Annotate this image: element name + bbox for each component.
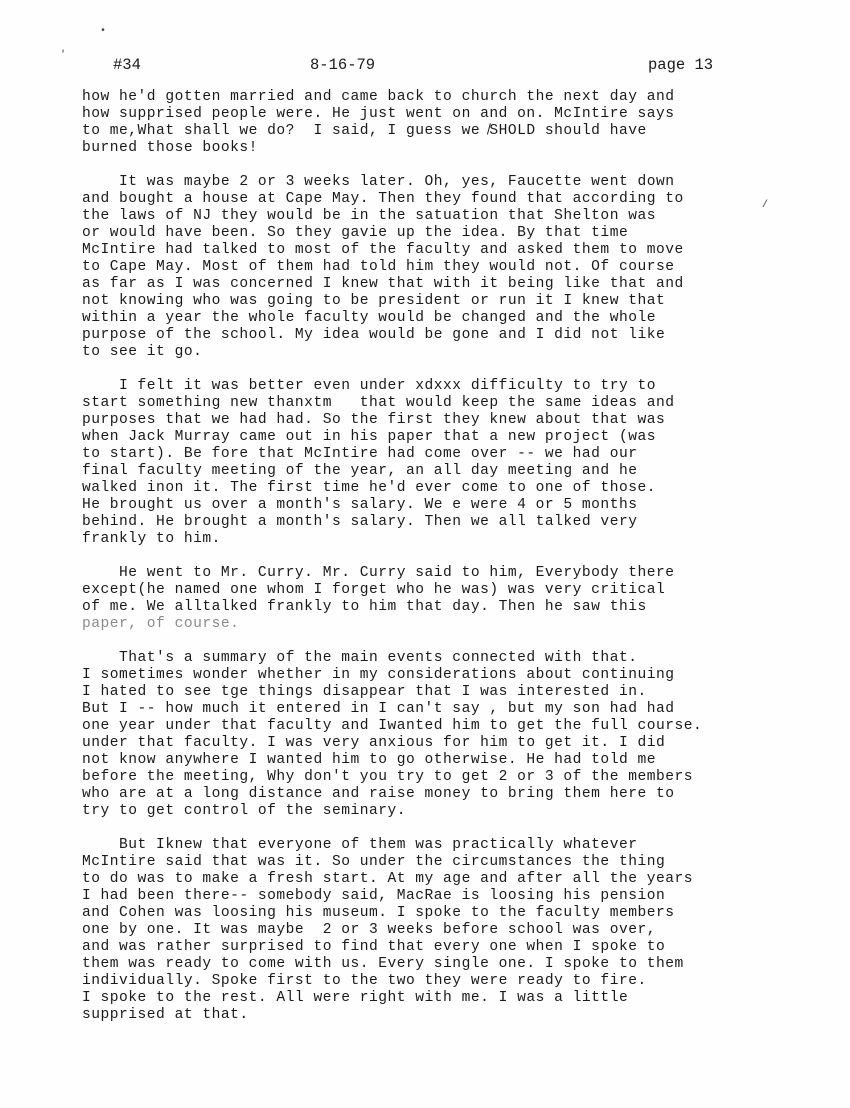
paragraph-gap — [82, 633, 782, 650]
text-line: But Iknew that everyone of them was practically whatever — [82, 837, 638, 853]
text-line: to start). Be fore that McIntire had come over -- we had our — [82, 446, 638, 462]
text-line: final faculty meeting of the year, an all day meeting and he — [82, 463, 638, 479]
text-line: before the meeting, Why don't you try to get 2 or 3 of the members — [82, 769, 694, 785]
text-line: purposes that we had had. So the first they knew about that was — [82, 412, 666, 428]
text-line: to Cape May. Most of them had told him they would not. Of course — [82, 259, 675, 275]
text-line: one by one. It was maybe 2 or 3 weeks before school was over, — [82, 922, 656, 938]
text-line: who are at a long distance and raise money to bring them here to — [82, 786, 675, 802]
text-line: McIntire had talked to most of the faculty and asked them to move — [82, 242, 684, 258]
text-line: frankly to him. — [82, 531, 221, 547]
paragraph — [82, 837, 782, 1024]
text-line: how supprised people were. He just went on and on. McIntire says — [82, 106, 675, 122]
document-body — [82, 89, 782, 1024]
document-number: #34 — [113, 56, 141, 74]
text-line: I hated to see tge things disappear that I was interested in. — [82, 684, 647, 700]
text-line: It was maybe 2 or 3 weeks later. Oh, yes, Faucette went down — [82, 174, 675, 190]
text-line: individually. Spoke first to the two they were ready to fire. — [82, 973, 647, 989]
text-line: start something new thanxtm that would keep the same ideas and — [82, 395, 675, 411]
text-line: I sometimes wonder whether in my considerations about continuing — [82, 667, 675, 683]
document-date: 8-16-79 — [310, 56, 376, 74]
paragraph-gap — [82, 361, 782, 378]
text-line: and Cohen was loosing his museum. I spoke to the faculty members — [82, 905, 675, 921]
paragraph — [82, 565, 782, 633]
text-line: as far as I was concerned I knew that with it being like that and — [82, 276, 684, 292]
page-number: page 13 — [648, 56, 714, 74]
text-line: not knowing who was going to be president or run it I knew that — [82, 293, 666, 309]
paragraph-gap — [82, 548, 782, 565]
text-line: That's a summary of the main events connected with that. — [82, 650, 638, 666]
text-line: behind. He brought a month's salary. Then we all talked very — [82, 514, 638, 530]
text-line: under that faculty. I was very anxious for him to get it. I did — [82, 735, 666, 751]
stray-mark: ' — [60, 50, 67, 61]
paragraph — [82, 89, 782, 157]
text-line: except(he named one whom I forget who he was) was very critical — [82, 582, 666, 598]
paragraph-gap — [82, 820, 782, 837]
text-line: But I -- how much it entered in I can't say , but my son had had — [82, 701, 675, 717]
text-line: not know anywhere I wanted him to go otherwise. He had told me — [82, 752, 656, 768]
text-line: how he'd gotten married and came back to church the next day and — [82, 89, 675, 105]
stray-mark: • — [100, 26, 107, 37]
paragraph — [82, 174, 782, 361]
text-line: McIntire said that was it. So under the circumstances the thing — [82, 854, 666, 870]
paragraph — [82, 378, 782, 548]
text-line: burned those books! — [82, 140, 258, 156]
stray-mark: / — [762, 200, 769, 211]
text-line: to see it go. — [82, 344, 203, 360]
text-line: to me,What shall we do? I said, I guess we ̸SHOLD should have — [82, 123, 647, 139]
text-line: of me. We alltalked frankly to him that day. Then he saw this — [82, 599, 647, 615]
paragraph-gap — [82, 157, 782, 174]
text-line: He went to Mr. Curry. Mr. Curry said to him, Everybody there — [82, 565, 675, 581]
text-line: He brought us over a month's salary. We e were 4 or 5 months — [82, 497, 638, 513]
text-line: them was ready to come with us. Every single one. I spoke to them — [82, 956, 684, 972]
text-line: when Jack Murray came out in his paper that a new project (was — [82, 429, 656, 445]
text-line: supprised at that. — [82, 1007, 249, 1023]
text-line: and bought a house at Cape May. Then they found that according to — [82, 191, 684, 207]
text-line: I spoke to the rest. All were right with me. I was a little — [82, 990, 629, 1006]
text-line: paper, of course. — [82, 616, 240, 632]
text-line: one year under that faculty and Iwanted him to get the full course. — [82, 718, 703, 734]
text-line: or would have been. So they gavie up the idea. By that time — [82, 225, 629, 241]
text-line: the laws of NJ they would be in the satuation that Shelton was — [82, 208, 656, 224]
paragraph — [82, 650, 782, 820]
text-line: and was rather surprised to find that every one when I spoke to — [82, 939, 666, 955]
text-line: purpose of the school. My idea would be gone and I did not like — [82, 327, 666, 343]
text-line: walked inon it. The first time he'd ever come to one of those. — [82, 480, 656, 496]
text-line: try to get control of the seminary. — [82, 803, 407, 819]
page-header — [0, 56, 850, 76]
text-line: within a year the whole faculty would be changed and the whole — [82, 310, 656, 326]
text-line: I felt it was better even under xdxxx difficulty to try to — [82, 378, 656, 394]
text-line: to do was to make a fresh start. At my age and after all the years — [82, 871, 694, 887]
text-line: I had been there-- somebody said, MacRae is loosing his pension — [82, 888, 666, 904]
